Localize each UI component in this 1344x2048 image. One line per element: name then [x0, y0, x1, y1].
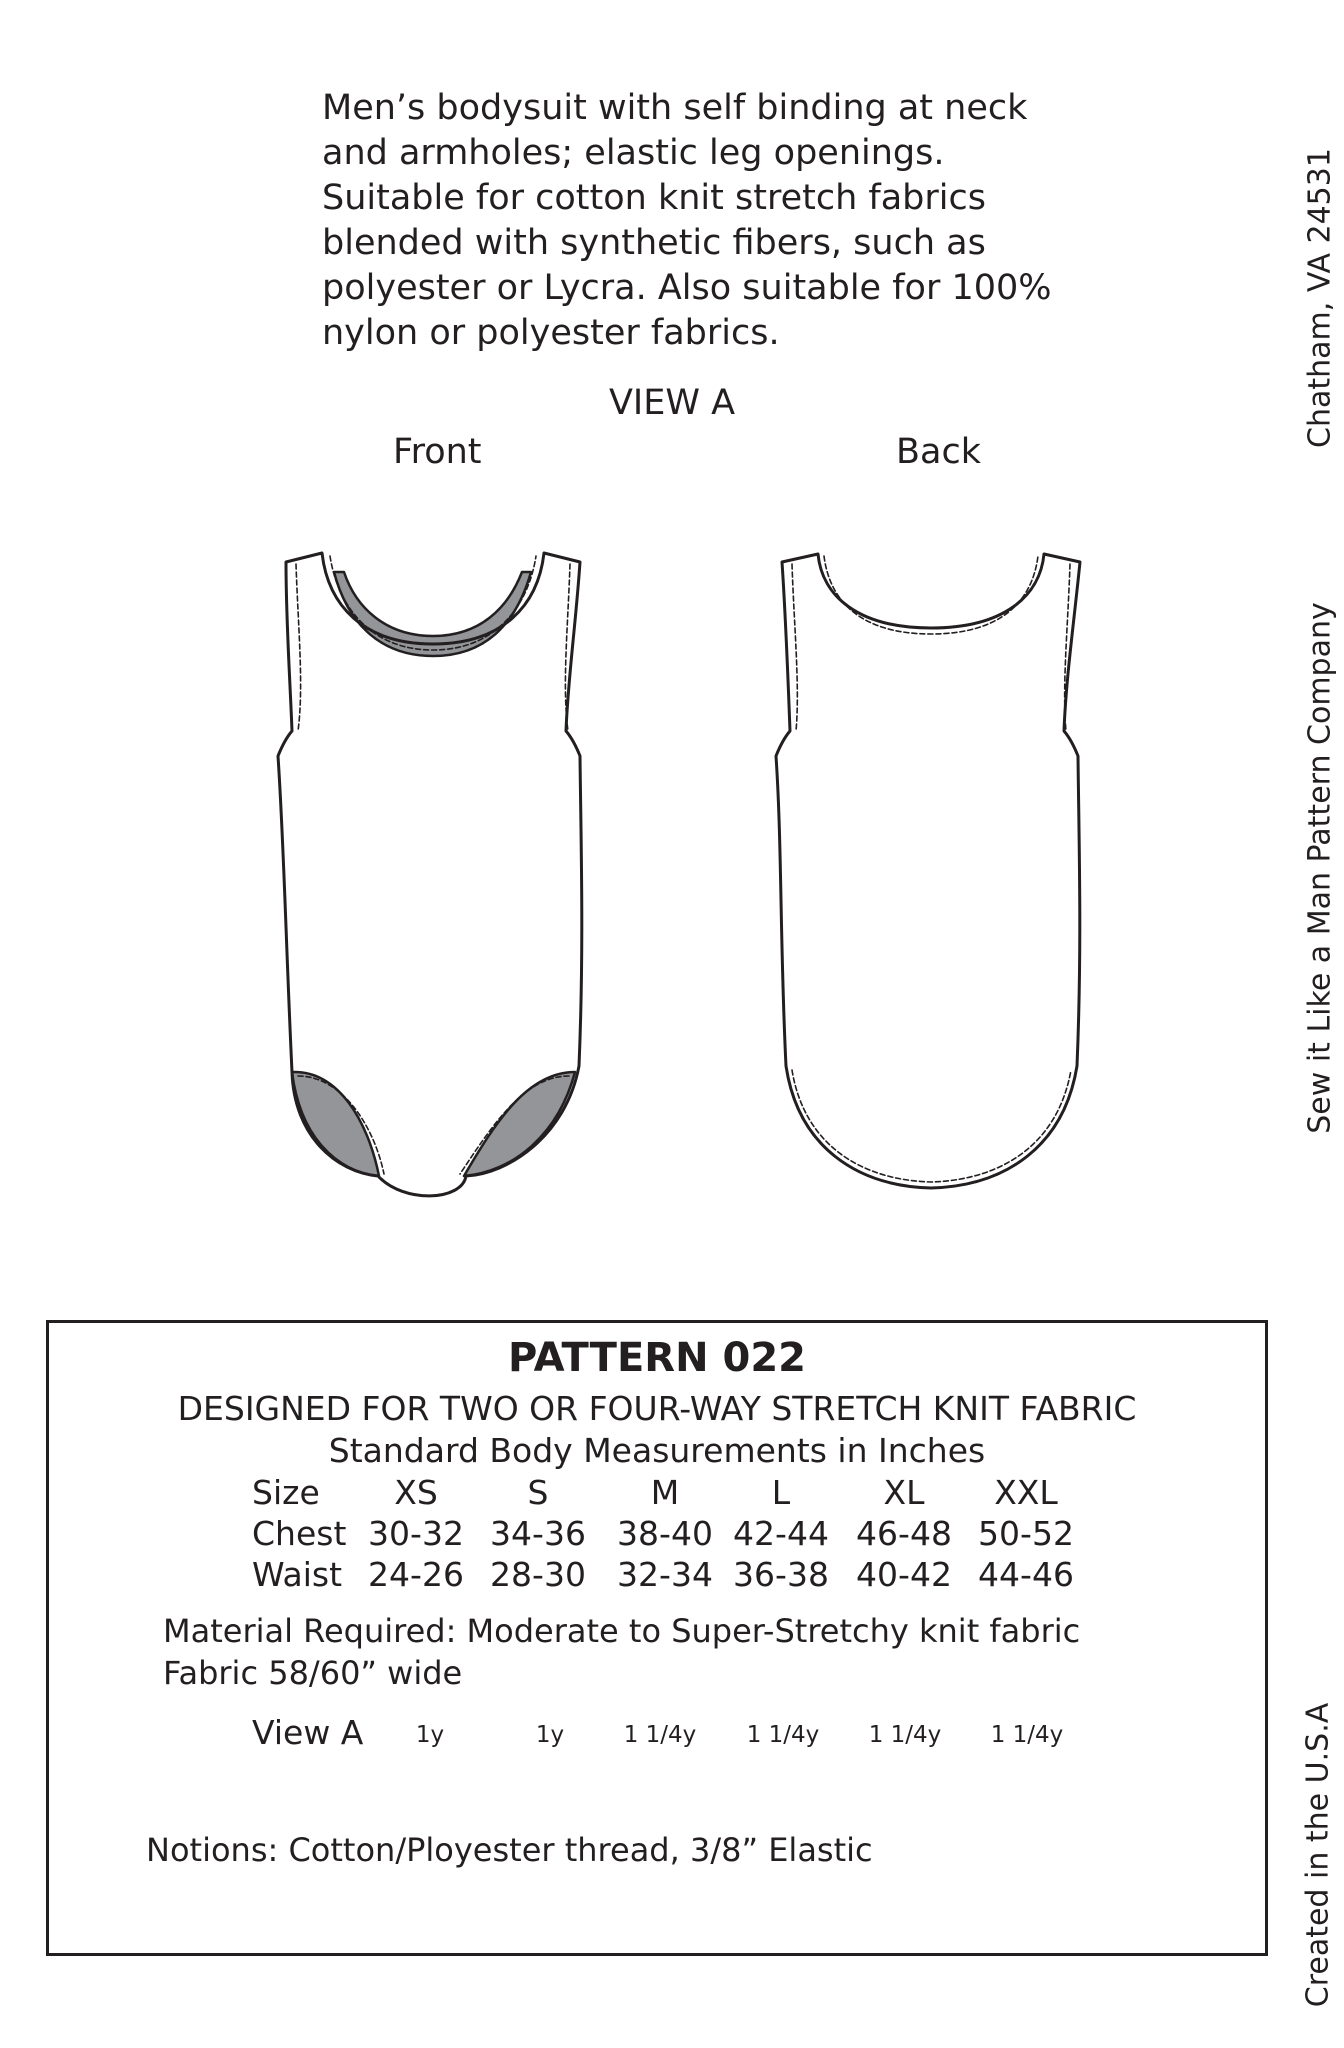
- yardage-cell: 1y: [535, 1722, 565, 1748]
- yardage-cell: 1 1/4y: [746, 1722, 820, 1748]
- side-location: Chatham, VA 24531: [1302, 148, 1338, 448]
- yardage-cell: 1 1/4y: [990, 1722, 1064, 1748]
- size-cell: XL: [883, 1473, 925, 1512]
- front-leg-lining-right: [464, 1072, 575, 1176]
- waist-cell: 28-30: [490, 1555, 586, 1594]
- back-body-outline: [776, 554, 1080, 1188]
- waist-cell: 24-26: [368, 1555, 464, 1594]
- notions: Notions: Cotton/Ployester thread, 3/8” Elastic: [146, 1831, 873, 1869]
- chest-cell: 38-40: [617, 1514, 713, 1553]
- description-line: polyester or Lycra. Also suitable for 100%: [322, 268, 1052, 308]
- size-cell: XS: [394, 1473, 438, 1512]
- description-line: Suitable for cotton knit stretch fabrics: [322, 178, 986, 218]
- side-made-in: Created in the U.S.A: [1300, 1702, 1336, 2008]
- side-company: Sew it Like a Man Pattern Company: [1302, 602, 1338, 1134]
- bodysuit-illustration: [276, 546, 1086, 1202]
- chest-cell: 46-48: [856, 1514, 952, 1553]
- yardage-cell: 1 1/4y: [868, 1722, 942, 1748]
- back-label: Back: [896, 432, 981, 472]
- chest-cell: 34-36: [490, 1514, 586, 1553]
- front-view: [278, 553, 582, 1196]
- waist-cell: 44-46: [978, 1555, 1074, 1594]
- view-title: VIEW A: [608, 383, 736, 423]
- chest-cell: 42-44: [733, 1514, 829, 1553]
- yardage-cell: 1 1/4y: [623, 1722, 697, 1748]
- size-cell: L: [771, 1473, 791, 1512]
- material-required: Material Required: Moderate to Super-Stretchy knit fabric: [163, 1612, 1081, 1650]
- yardage-cell: 1y: [415, 1722, 445, 1748]
- chest-cell: 30-32: [368, 1514, 464, 1553]
- back-view: [776, 554, 1080, 1188]
- waist-cell: 32-34: [617, 1555, 713, 1594]
- size-label: Size: [252, 1473, 320, 1512]
- description-line: blended with synthetic fibers, such as: [322, 223, 986, 263]
- measurements-heading: Standard Body Measurements in Inches: [328, 1431, 986, 1470]
- fabric-width: Fabric 58/60” wide: [163, 1654, 463, 1692]
- size-cell: M: [650, 1473, 680, 1512]
- description-line: and armholes; elastic leg openings.: [322, 133, 945, 173]
- chest-label: Chest: [252, 1514, 347, 1553]
- size-cell: S: [527, 1473, 549, 1512]
- waist-cell: 36-38: [733, 1555, 829, 1594]
- description-line: nylon or polyester fabrics.: [322, 313, 780, 353]
- chest-cell: 50-52: [978, 1514, 1074, 1553]
- pattern-info-box: [46, 1320, 1268, 1956]
- description-line: Men’s bodysuit with self binding at neck: [322, 88, 1028, 128]
- designed-for: DESIGNED FOR TWO OR FOUR-WAY STRETCH KNIT FABRIC: [177, 1389, 1137, 1428]
- pattern-title: PATTERN 022: [507, 1335, 806, 1381]
- waist-cell: 40-42: [856, 1555, 952, 1594]
- size-cell: XXL: [994, 1473, 1058, 1512]
- description: [322, 86, 1082, 356]
- view-a-label: View A: [252, 1713, 364, 1752]
- waist-label: Waist: [252, 1555, 343, 1594]
- front-label: Front: [393, 432, 482, 472]
